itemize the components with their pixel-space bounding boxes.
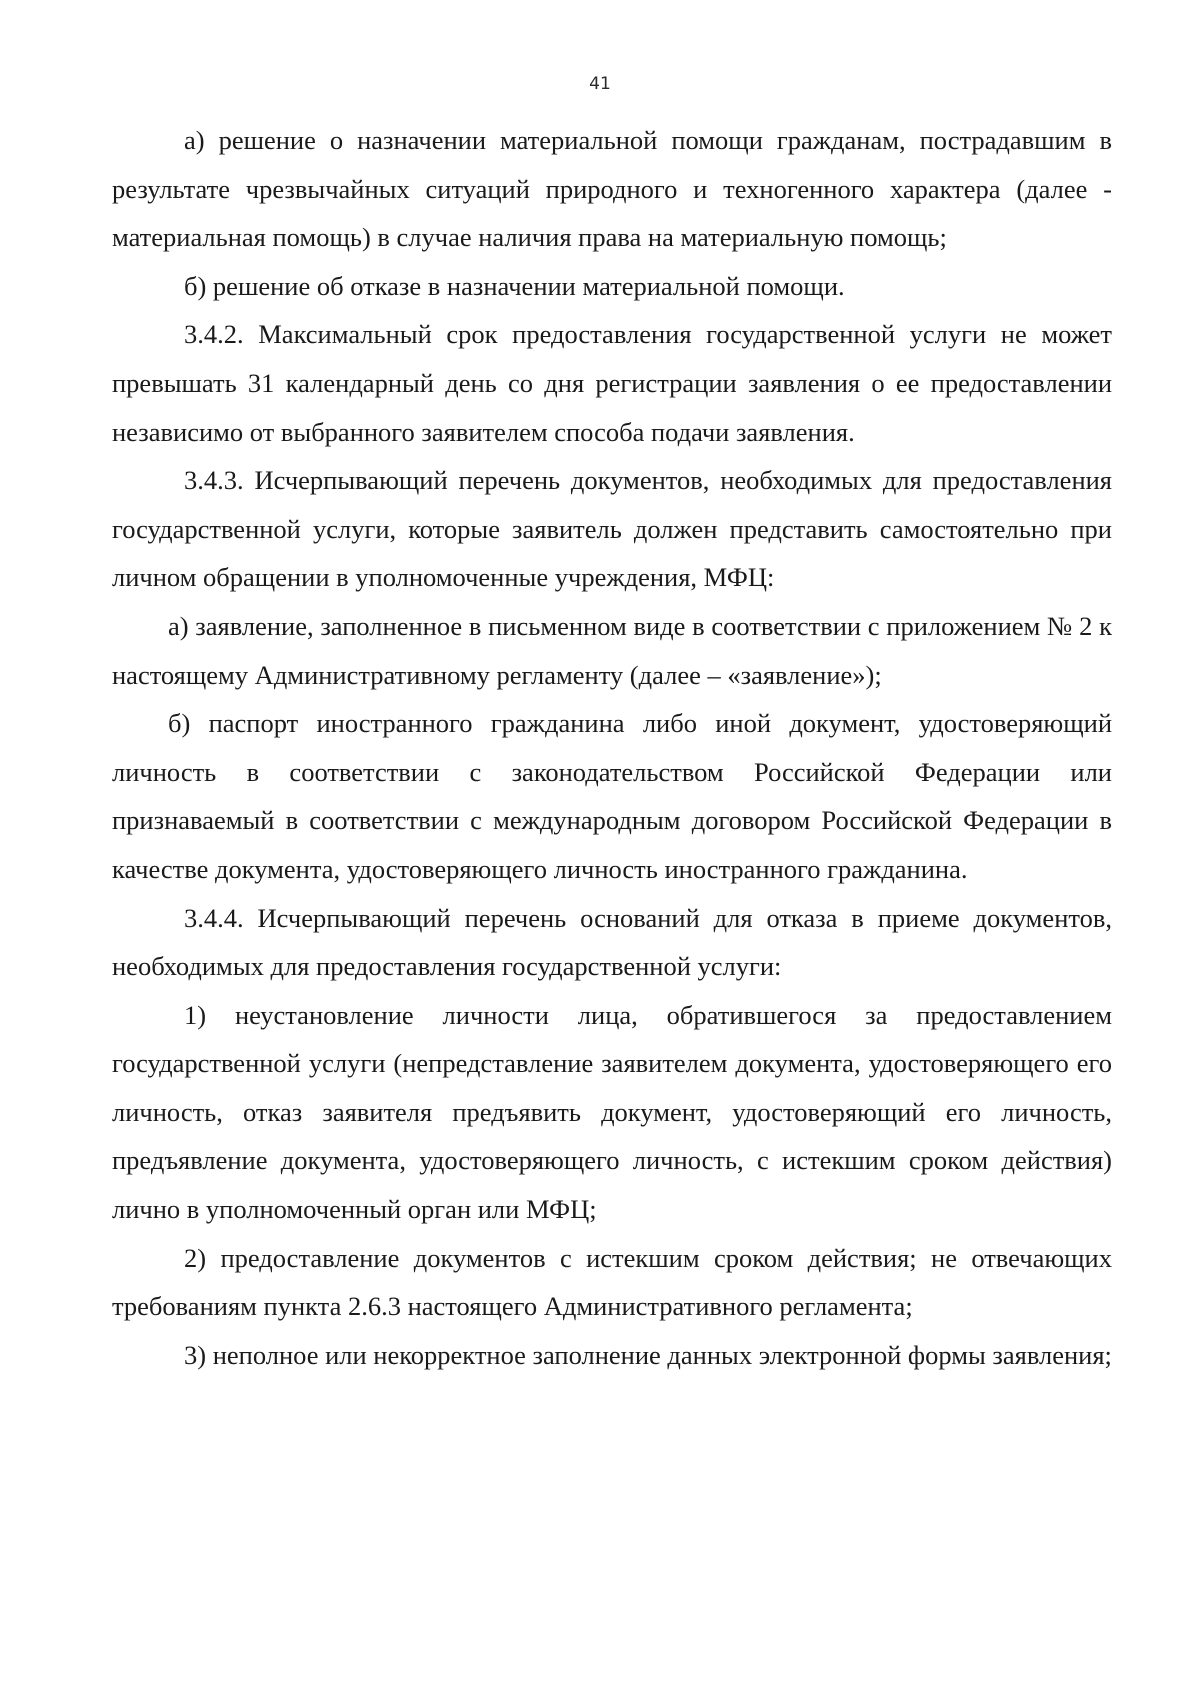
paragraph-3-4-3-a: а) заявление, заполненное в письменном виде в соответствии с приложением № 2 к настоящему Административному регламенту (далее – «заявление»); xyxy=(112,610,1112,690)
paragraph-3-4-4-item-2: 2) предоставление документов с истекшим сроком действия; не отвечающих требованиям пункта 2.6.3 настоящего Административного регламента; xyxy=(112,1242,1112,1322)
paragraph-3-4-1-b: б) решение об отказе в назначении материальной помощи. xyxy=(184,270,845,301)
paragraph-3-4-4-item-3: 3) неполное или некорректное заполнение данных электронной формы заявления; xyxy=(184,1339,1112,1370)
document-body xyxy=(112,116,1112,1379)
paragraph-3-4-3-b: б) паспорт иностранного гражданина либо иной документ, удостоверяющий личность в соответствии с законодательством Российской Федерации или признаваемый в соответствии с международным договором Российской Федерации в качестве документа, удостоверяющего личность иностранного гражданина. xyxy=(112,708,1112,884)
paragraph-3-4-2: 3.4.2. Максимальный срок предоставления государственной услуги не может превышать 31 календарный день со дня регистрации заявления о ее предоставлении независимо от выбранного заявителем способа подачи заявления. xyxy=(112,319,1112,447)
paragraph-3-4-4: 3.4.4. Исчерпывающий перечень оснований для отказа в приеме документов, необходимых для предоставления государственной услуги: xyxy=(112,902,1112,982)
page-number: 41 xyxy=(589,74,611,94)
paragraph-3-4-4-item-1: 1) неустановление личности лица, обратившегося за предоставлением государственной услуги (непредставление заявителем документа, удостоверяющего его личность, отказ заявителя предъявить документ, удостоверяющий его личность, предъявление документа, удостоверяющего личность, с истекшим сроком действия) лично в уполномоченный орган или МФЦ; xyxy=(112,999,1112,1225)
paragraph-3-4-3: 3.4.3. Исчерпывающий перечень документов, необходимых для предоставления государственной услуги, которые заявитель должен представить самостоятельно при личном обращении в уполномоченные учреждения, МФЦ: xyxy=(112,465,1112,593)
paragraph-3-4-1-a: а) решение о назначении материальной помощи гражданам, пострадавшим в результате чрезвычайных ситуаций природного и техногенного характера (далее - материальная помощь) в случае наличия права на материальную помощь; xyxy=(112,125,1112,253)
